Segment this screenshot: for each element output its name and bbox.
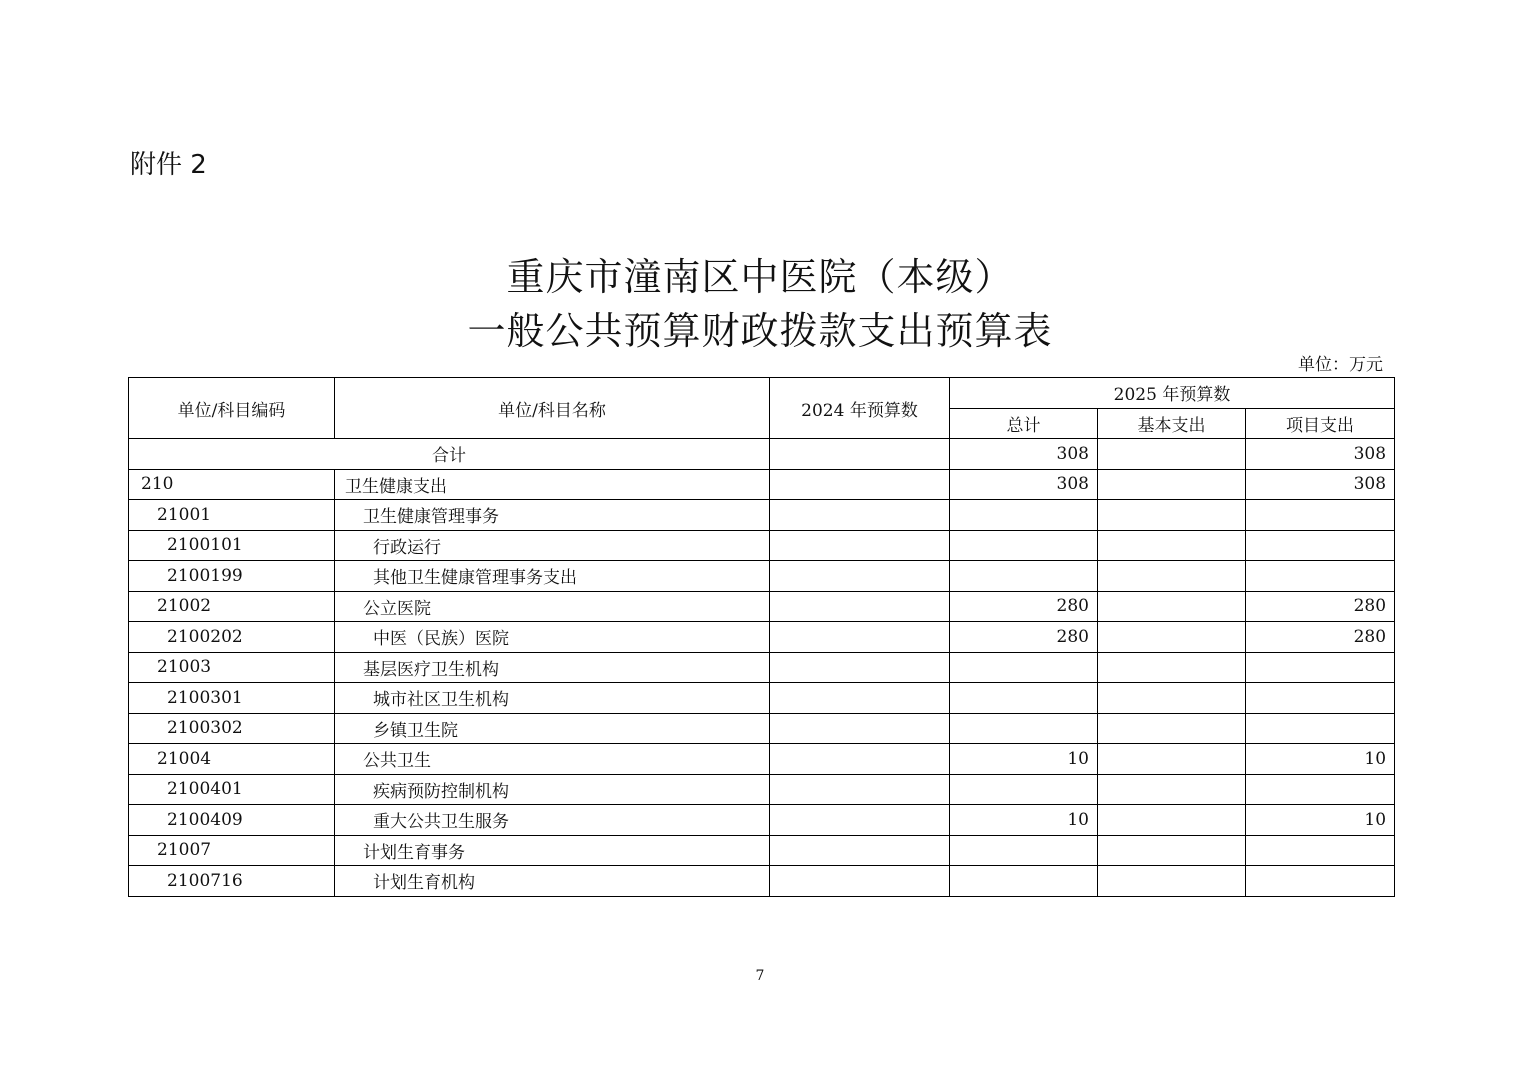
header-total: 总计 bbox=[950, 408, 1098, 439]
total-row-project: 308 bbox=[1246, 439, 1395, 470]
row-budget-2024 bbox=[770, 774, 950, 805]
row-code: 2100716 bbox=[129, 866, 335, 897]
row-code: 2100202 bbox=[129, 622, 335, 653]
budget-table bbox=[128, 377, 1395, 897]
row-total bbox=[950, 713, 1098, 744]
row-total bbox=[950, 683, 1098, 714]
row-budget-2024 bbox=[770, 500, 950, 531]
row-basic bbox=[1098, 866, 1246, 897]
row-project: 280 bbox=[1246, 591, 1395, 622]
row-project bbox=[1246, 683, 1395, 714]
row-name: 计划生育机构 bbox=[335, 866, 770, 897]
row-budget-2024 bbox=[770, 805, 950, 836]
table-row bbox=[129, 713, 1395, 744]
total-row bbox=[129, 439, 1395, 470]
total-row-total: 308 bbox=[950, 439, 1098, 470]
row-budget-2024 bbox=[770, 561, 950, 592]
row-total bbox=[950, 561, 1098, 592]
row-budget-2024 bbox=[770, 713, 950, 744]
row-budget-2024 bbox=[770, 835, 950, 866]
row-total: 280 bbox=[950, 622, 1098, 653]
header-project: 项目支出 bbox=[1246, 408, 1395, 439]
row-basic bbox=[1098, 835, 1246, 866]
table-row bbox=[129, 866, 1395, 897]
table-row bbox=[129, 683, 1395, 714]
row-budget-2024 bbox=[770, 530, 950, 561]
row-basic bbox=[1098, 774, 1246, 805]
header-code: 单位/科目编码 bbox=[129, 378, 335, 439]
row-total bbox=[950, 866, 1098, 897]
row-project: 10 bbox=[1246, 744, 1395, 775]
total-row-label: 合计 bbox=[129, 439, 770, 470]
row-project: 280 bbox=[1246, 622, 1395, 653]
row-name: 乡镇卫生院 bbox=[335, 713, 770, 744]
row-basic bbox=[1098, 500, 1246, 531]
row-basic bbox=[1098, 469, 1246, 500]
row-name: 其他卫生健康管理事务支出 bbox=[335, 561, 770, 592]
table-row bbox=[129, 652, 1395, 683]
row-budget-2024 bbox=[770, 469, 950, 500]
row-project bbox=[1246, 530, 1395, 561]
row-basic bbox=[1098, 530, 1246, 561]
row-total: 280 bbox=[950, 591, 1098, 622]
row-code: 21003 bbox=[129, 652, 335, 683]
row-name: 计划生育事务 bbox=[335, 835, 770, 866]
row-code: 21002 bbox=[129, 591, 335, 622]
page-number: 7 bbox=[755, 968, 765, 984]
row-basic bbox=[1098, 744, 1246, 775]
row-name: 公共卫生 bbox=[335, 744, 770, 775]
row-basic bbox=[1098, 622, 1246, 653]
row-budget-2024 bbox=[770, 652, 950, 683]
row-total: 10 bbox=[950, 744, 1098, 775]
table-row bbox=[129, 622, 1395, 653]
total-row-basic bbox=[1098, 439, 1246, 470]
table-row bbox=[129, 469, 1395, 500]
row-basic bbox=[1098, 805, 1246, 836]
row-code: 21007 bbox=[129, 835, 335, 866]
row-basic bbox=[1098, 713, 1246, 744]
row-name: 疾病预防控制机构 bbox=[335, 774, 770, 805]
row-budget-2024 bbox=[770, 622, 950, 653]
header-name: 单位/科目名称 bbox=[335, 378, 770, 439]
table-row bbox=[129, 561, 1395, 592]
row-project bbox=[1246, 835, 1395, 866]
row-budget-2024 bbox=[770, 744, 950, 775]
row-code: 2100301 bbox=[129, 683, 335, 714]
row-total bbox=[950, 530, 1098, 561]
row-total bbox=[950, 835, 1098, 866]
header-budget-2024: 2024 年预算数 bbox=[770, 378, 950, 439]
row-code: 2100101 bbox=[129, 530, 335, 561]
row-name: 公立医院 bbox=[335, 591, 770, 622]
row-project bbox=[1246, 713, 1395, 744]
document-title-line2: 一般公共预算财政拨款支出预算表 bbox=[467, 309, 1053, 353]
row-project: 308 bbox=[1246, 469, 1395, 500]
row-code: 2100409 bbox=[129, 805, 335, 836]
table-row bbox=[129, 591, 1395, 622]
table-row bbox=[129, 805, 1395, 836]
attachment-label: 附件 2 bbox=[130, 150, 207, 180]
row-name: 行政运行 bbox=[335, 530, 770, 561]
row-project bbox=[1246, 866, 1395, 897]
header-budget-2025: 2025 年预算数 bbox=[950, 378, 1395, 409]
row-project bbox=[1246, 500, 1395, 531]
row-total: 308 bbox=[950, 469, 1098, 500]
row-name: 城市社区卫生机构 bbox=[335, 683, 770, 714]
row-budget-2024 bbox=[770, 683, 950, 714]
unit-label: 单位：万元 bbox=[1298, 355, 1383, 375]
total-row-budget-2024 bbox=[770, 439, 950, 470]
row-name: 卫生健康管理事务 bbox=[335, 500, 770, 531]
row-name: 重大公共卫生服务 bbox=[335, 805, 770, 836]
table-row bbox=[129, 500, 1395, 531]
row-basic bbox=[1098, 652, 1246, 683]
row-total bbox=[950, 774, 1098, 805]
row-total: 10 bbox=[950, 805, 1098, 836]
row-code: 2100199 bbox=[129, 561, 335, 592]
table-row bbox=[129, 530, 1395, 561]
table-row bbox=[129, 774, 1395, 805]
row-name: 基层医疗卫生机构 bbox=[335, 652, 770, 683]
row-project bbox=[1246, 652, 1395, 683]
header-basic: 基本支出 bbox=[1098, 408, 1246, 439]
row-name: 卫生健康支出 bbox=[335, 469, 770, 500]
row-basic bbox=[1098, 561, 1246, 592]
row-code: 2100401 bbox=[129, 774, 335, 805]
table-row bbox=[129, 744, 1395, 775]
row-code: 21004 bbox=[129, 744, 335, 775]
row-basic bbox=[1098, 591, 1246, 622]
row-project: 10 bbox=[1246, 805, 1395, 836]
row-basic bbox=[1098, 683, 1246, 714]
row-budget-2024 bbox=[770, 866, 950, 897]
row-project bbox=[1246, 774, 1395, 805]
row-total bbox=[950, 500, 1098, 531]
row-project bbox=[1246, 561, 1395, 592]
table-row bbox=[129, 835, 1395, 866]
row-code: 210 bbox=[129, 469, 335, 500]
budget-table-header bbox=[129, 378, 1395, 439]
row-budget-2024 bbox=[770, 591, 950, 622]
document-title-line1: 重庆市潼南区中医院（本级） bbox=[506, 255, 1014, 299]
row-name: 中医（民族）医院 bbox=[335, 622, 770, 653]
budget-table-body bbox=[129, 439, 1395, 897]
row-code: 21001 bbox=[129, 500, 335, 531]
row-total bbox=[950, 652, 1098, 683]
row-code: 2100302 bbox=[129, 713, 335, 744]
